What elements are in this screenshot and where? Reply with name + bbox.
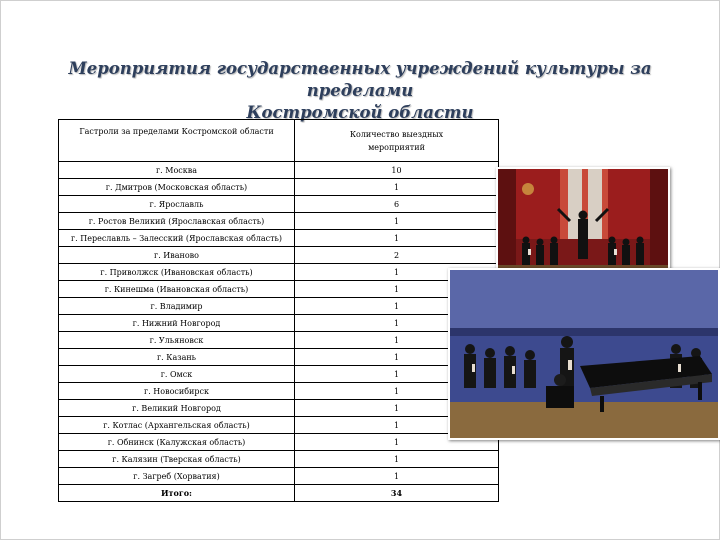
table-row <box>59 417 499 434</box>
count-cell: 1 <box>295 400 499 417</box>
city-cell: г. Иваново <box>59 247 295 264</box>
count-cell: 2 <box>295 247 499 264</box>
count-cell: 1 <box>295 264 499 281</box>
count-cell: 1 <box>295 349 499 366</box>
count-cell: 1 <box>295 417 499 434</box>
city-cell: г. Кинешма (Ивановская область) <box>59 281 295 298</box>
table-row <box>59 468 499 485</box>
city-cell: г. Ростов Великий (Ярославская область) <box>59 213 295 230</box>
piano-concert-photo-icon <box>448 268 720 440</box>
total-label: Итого: <box>59 485 295 502</box>
table-row <box>59 264 499 281</box>
city-cell: г. Владимир <box>59 298 295 315</box>
city-cell: г. Калязин (Тверская область) <box>59 451 295 468</box>
city-cell: г. Приволжск (Ивановская область) <box>59 264 295 281</box>
table-row <box>59 383 499 400</box>
count-cell: 1 <box>295 213 499 230</box>
table-row <box>59 332 499 349</box>
count-cell: 1 <box>295 298 499 315</box>
table-row <box>59 281 499 298</box>
city-cell: г. Обнинск (Калужская область) <box>59 434 295 451</box>
table-row <box>59 247 499 264</box>
table-row <box>59 451 499 468</box>
table-row <box>59 162 499 179</box>
city-cell: г. Казань <box>59 349 295 366</box>
table-row <box>59 196 499 213</box>
title-line-1: Мероприятия государственных учреждений культуры за пределами <box>68 59 652 100</box>
table-row <box>59 366 499 383</box>
city-cell: г. Переславль – Залесский (Ярославская область) <box>59 230 295 247</box>
count-cell: 1 <box>295 230 499 247</box>
table-row <box>59 298 499 315</box>
count-cell: 6 <box>295 196 499 213</box>
title-line-2: Костромской области <box>246 103 474 122</box>
header-destination: Гастроли за пределами Костромской области <box>59 120 295 162</box>
count-cell: 1 <box>295 383 499 400</box>
city-cell: г. Ульяновск <box>59 332 295 349</box>
table-row <box>59 349 499 366</box>
count-cell: 1 <box>295 281 499 298</box>
city-cell: г. Загреб (Хорватия) <box>59 468 295 485</box>
city-cell: г. Новосибирск <box>59 383 295 400</box>
table-row <box>59 230 499 247</box>
count-cell: 1 <box>295 366 499 383</box>
table-row <box>59 434 499 451</box>
count-cell: 1 <box>295 434 499 451</box>
city-cell: г. Великий Новгород <box>59 400 295 417</box>
count-cell: 1 <box>295 468 499 485</box>
total-value: 34 <box>295 485 499 502</box>
city-cell: г. Нижний Новгород <box>59 315 295 332</box>
total-row <box>59 485 499 502</box>
city-cell: г. Дмитров (Московская область) <box>59 179 295 196</box>
city-cell: г. Ярославль <box>59 196 295 213</box>
city-cell: г. Омск <box>59 366 295 383</box>
page-title <box>40 58 680 124</box>
table-row <box>59 400 499 417</box>
count-cell: 1 <box>295 315 499 332</box>
city-cell: г. Москва <box>59 162 295 179</box>
table-row <box>59 213 499 230</box>
header-count: Количество выездных мероприятий <box>295 120 499 162</box>
count-cell: 1 <box>295 332 499 349</box>
count-cell: 1 <box>295 179 499 196</box>
count-cell: 1 <box>295 451 499 468</box>
count-cell: 10 <box>295 162 499 179</box>
table-row <box>59 315 499 332</box>
table-row <box>59 179 499 196</box>
table-header-row <box>59 120 499 162</box>
tour-table <box>58 119 499 502</box>
city-cell: г. Котлас (Архангельская область) <box>59 417 295 434</box>
